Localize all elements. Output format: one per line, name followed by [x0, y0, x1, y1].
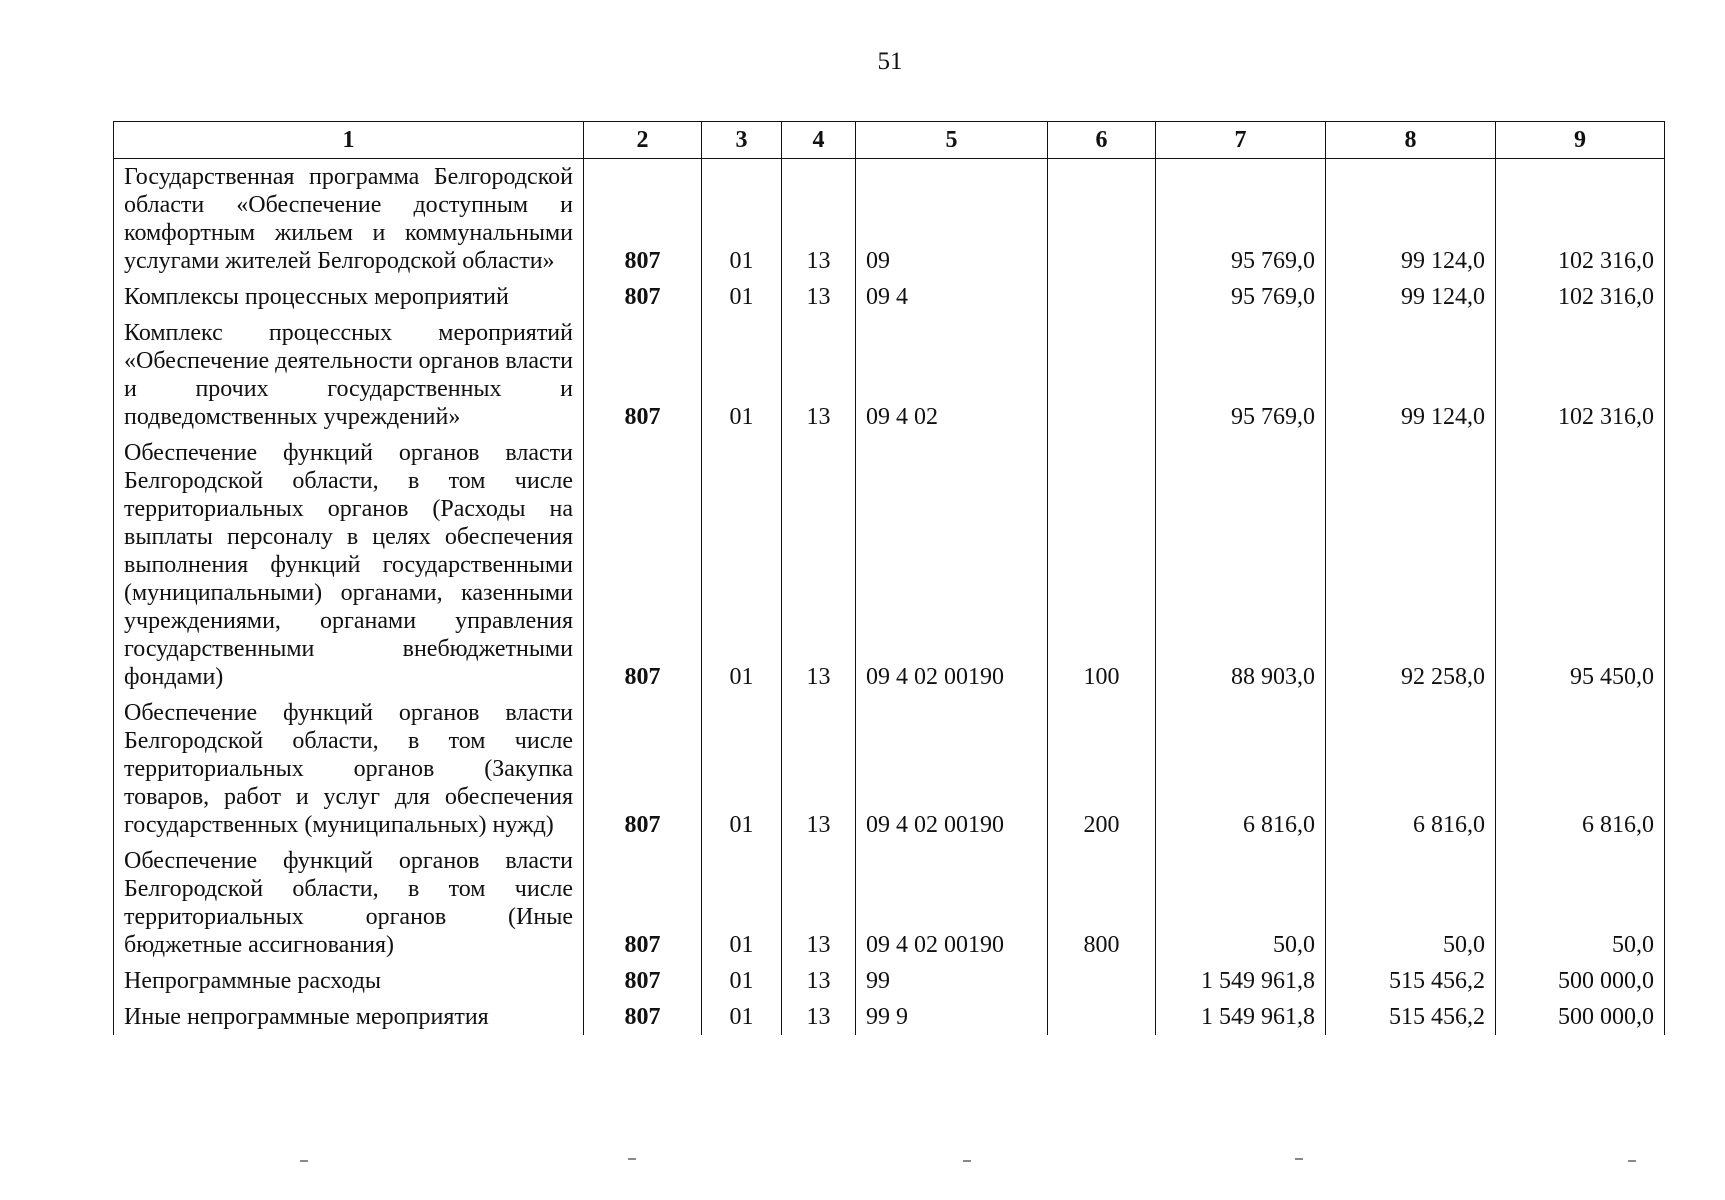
row-target-code: 09 4 02	[856, 315, 1048, 435]
row-section: 01	[702, 279, 782, 315]
table-row	[114, 843, 1665, 963]
row-section: 01	[702, 963, 782, 999]
header-row	[114, 122, 1665, 159]
row-grbs: 807	[584, 843, 702, 963]
row-amount-3: 102 316,0	[1496, 315, 1665, 435]
row-name: Государственная программа Белгородской области «Обеспечение доступным и комфортным жильем и коммунальными услугами жителей Белгородской области»	[114, 159, 584, 280]
col-header-3: 3	[702, 122, 782, 159]
row-target-code: 99	[856, 963, 1048, 999]
row-amount-3: 500 000,0	[1496, 999, 1665, 1035]
row-amount-1: 50,0	[1156, 843, 1326, 963]
row-grbs: 807	[584, 695, 702, 843]
row-amount-3: 102 316,0	[1496, 279, 1665, 315]
row-amount-2: 99 124,0	[1326, 159, 1496, 280]
col-header-4: 4	[782, 122, 856, 159]
row-subsection: 13	[782, 159, 856, 280]
row-name: Обеспечение функций органов власти Белгородской области, в том числе территориальных органов (Иные бюджетные ассигнования)	[114, 843, 584, 963]
table-row	[114, 315, 1665, 435]
row-amount-3: 102 316,0	[1496, 159, 1665, 280]
row-target-code: 09 4 02 00190	[856, 435, 1048, 695]
row-expense-type: 100	[1048, 435, 1156, 695]
row-amount-2: 99 124,0	[1326, 315, 1496, 435]
col-header-8: 8	[1326, 122, 1496, 159]
row-amount-1: 95 769,0	[1156, 315, 1326, 435]
row-section: 01	[702, 315, 782, 435]
row-target-code: 09 4 02 00190	[856, 843, 1048, 963]
row-name: Комплекс процессных мероприятий «Обеспечение деятельности органов власти и прочих государственных и подведомственных учреждений»	[114, 315, 584, 435]
row-amount-3: 50,0	[1496, 843, 1665, 963]
row-grbs: 807	[584, 315, 702, 435]
row-amount-2: 50,0	[1326, 843, 1496, 963]
page-number: 51	[877, 48, 903, 75]
row-section: 01	[702, 843, 782, 963]
row-amount-1: 95 769,0	[1156, 159, 1326, 280]
scan-speck	[300, 1160, 308, 1162]
row-amount-3: 95 450,0	[1496, 435, 1665, 695]
row-expense-type	[1048, 279, 1156, 315]
row-amount-3: 6 816,0	[1496, 695, 1665, 843]
row-expense-type	[1048, 999, 1156, 1035]
row-amount-1: 6 816,0	[1156, 695, 1326, 843]
col-header-1: 1	[114, 122, 584, 159]
row-amount-3: 500 000,0	[1496, 963, 1665, 999]
row-name: Обеспечение функций органов власти Белгородской области, в том числе территориальных органов (Закупка товаров, работ и услуг для обеспечения государственных (муниципальных) нужд)	[114, 695, 584, 843]
row-amount-2: 92 258,0	[1326, 435, 1496, 695]
row-target-code: 09 4 02 00190	[856, 695, 1048, 843]
scan-speck	[963, 1160, 971, 1162]
table-row	[114, 999, 1665, 1035]
row-amount-1: 95 769,0	[1156, 279, 1326, 315]
row-subsection: 13	[782, 315, 856, 435]
row-subsection: 13	[782, 695, 856, 843]
row-section: 01	[702, 435, 782, 695]
scan-speck	[1628, 1160, 1636, 1162]
col-header-2: 2	[584, 122, 702, 159]
row-name: Обеспечение функций органов власти Белгородской области, в том числе территориальных органов (Расходы на выплаты персоналу в целях обеспечения выполнения функций государственными (муниципальными) органами, казенными учреждениями, органами управления государственными внебюджетными фондами)	[114, 435, 584, 695]
col-header-6: 6	[1048, 122, 1156, 159]
row-target-code: 09	[856, 159, 1048, 280]
table-row	[114, 279, 1665, 315]
table-row	[114, 159, 1665, 280]
row-subsection: 13	[782, 435, 856, 695]
row-amount-2: 99 124,0	[1326, 279, 1496, 315]
row-section: 01	[702, 159, 782, 280]
row-target-code: 99 9	[856, 999, 1048, 1035]
budget-table	[113, 121, 1665, 1035]
row-amount-2: 515 456,2	[1326, 963, 1496, 999]
row-expense-type: 800	[1048, 843, 1156, 963]
row-amount-1: 1 549 961,8	[1156, 999, 1326, 1035]
row-grbs: 807	[584, 159, 702, 280]
table-row	[114, 435, 1665, 695]
row-grbs: 807	[584, 999, 702, 1035]
scan-speck	[1295, 1158, 1303, 1160]
table-row	[114, 963, 1665, 999]
row-expense-type	[1048, 963, 1156, 999]
row-amount-2: 515 456,2	[1326, 999, 1496, 1035]
col-header-5: 5	[856, 122, 1048, 159]
row-expense-type: 200	[1048, 695, 1156, 843]
row-name: Иные непрограммные мероприятия	[114, 999, 584, 1035]
row-amount-1: 1 549 961,8	[1156, 963, 1326, 999]
row-name: Комплексы процессных мероприятий	[114, 279, 584, 315]
row-subsection: 13	[782, 279, 856, 315]
row-expense-type	[1048, 315, 1156, 435]
row-section: 01	[702, 999, 782, 1035]
row-subsection: 13	[782, 843, 856, 963]
row-name: Непрограммные расходы	[114, 963, 584, 999]
scan-speck	[628, 1158, 636, 1160]
row-grbs: 807	[584, 963, 702, 999]
row-subsection: 13	[782, 999, 856, 1035]
row-section: 01	[702, 695, 782, 843]
row-target-code: 09 4	[856, 279, 1048, 315]
row-expense-type	[1048, 159, 1156, 280]
col-header-9: 9	[1496, 122, 1665, 159]
col-header-7: 7	[1156, 122, 1326, 159]
row-grbs: 807	[584, 435, 702, 695]
row-amount-2: 6 816,0	[1326, 695, 1496, 843]
table-row	[114, 695, 1665, 843]
row-subsection: 13	[782, 963, 856, 999]
row-amount-1: 88 903,0	[1156, 435, 1326, 695]
row-grbs: 807	[584, 279, 702, 315]
